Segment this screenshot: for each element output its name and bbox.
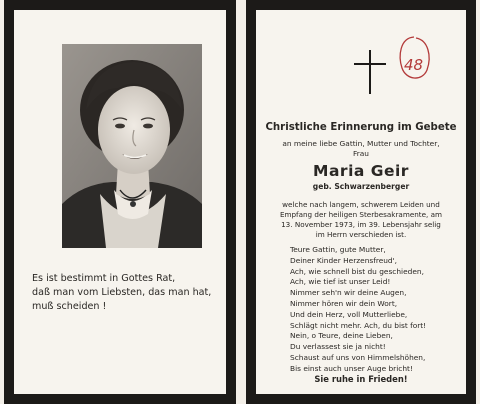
left-card	[4, 0, 236, 404]
handwritten-number: 48	[404, 56, 424, 74]
poem-line: Schaust auf uns von Himmelshöhen,	[290, 352, 426, 362]
death-line: 13. November 1973, im 39. Lebensjahr selig	[281, 220, 441, 229]
poem-line: Du verlassest sie ja nicht!	[290, 342, 386, 352]
intro-line: Frau	[353, 149, 369, 158]
poem-line: Teure Gattin, gute Mutter,	[290, 245, 386, 254]
death-line: welche nach langem, schwerem Leiden und	[282, 200, 440, 209]
left-verse	[32, 272, 232, 314]
poem-line: Nimmer seh'n wir deine Augen,	[290, 288, 407, 298]
memorial-heading: Christliche Erinnerung im Gebete	[265, 122, 457, 133]
left-verse-line: Es ist bestimmt in Gottes Rat,	[32, 273, 176, 284]
portrait-image	[62, 44, 202, 248]
poem-line: Ach, wie schnell bist du geschieden,	[290, 266, 424, 276]
poem-line: Schlägt nicht mehr. Ach, du bist fort!	[290, 320, 427, 330]
left-card-inner	[14, 10, 226, 394]
poem-line: Und dein Herz, voll Mutterliebe,	[290, 309, 408, 319]
cross-icon	[354, 50, 386, 94]
intro-line: an meine liebe Gattin, Mutter und Tochter,	[282, 139, 440, 148]
portrait-photo	[62, 44, 202, 248]
death-line: im Herrn verschieden ist.	[315, 230, 407, 239]
left-verse-line: daß man vom Liebsten, das man hat,	[32, 287, 212, 298]
handwritten-circle	[396, 34, 432, 84]
handwritten-annotation	[396, 34, 432, 88]
memorial-poem	[290, 245, 426, 375]
death-notice	[260, 200, 462, 240]
birth-name: geb. Schwarzenberger	[312, 182, 410, 191]
poem-line: Deiner Kinder Herzensfreud',	[290, 255, 398, 265]
poem-line: Ach, wie tief ist unser Leid!	[290, 277, 391, 287]
right-card-inner	[256, 10, 466, 394]
right-card	[246, 0, 476, 404]
deceased-name: Maria Geir	[313, 162, 409, 180]
poem-line: Nimmer hören wir dein Wort,	[290, 298, 398, 308]
left-verse-line: muß scheiden !	[32, 301, 107, 312]
memorial-intro	[260, 139, 462, 159]
poem-line: Bis einst auch unser Auge bricht!	[290, 363, 413, 373]
closing-line: Sie ruhe in Frieden!	[314, 374, 408, 384]
death-line: Empfang der heiligen Sterbesakramente, am	[279, 210, 443, 219]
poem-line: Nein, o Teure, deine Lieben,	[290, 331, 393, 341]
